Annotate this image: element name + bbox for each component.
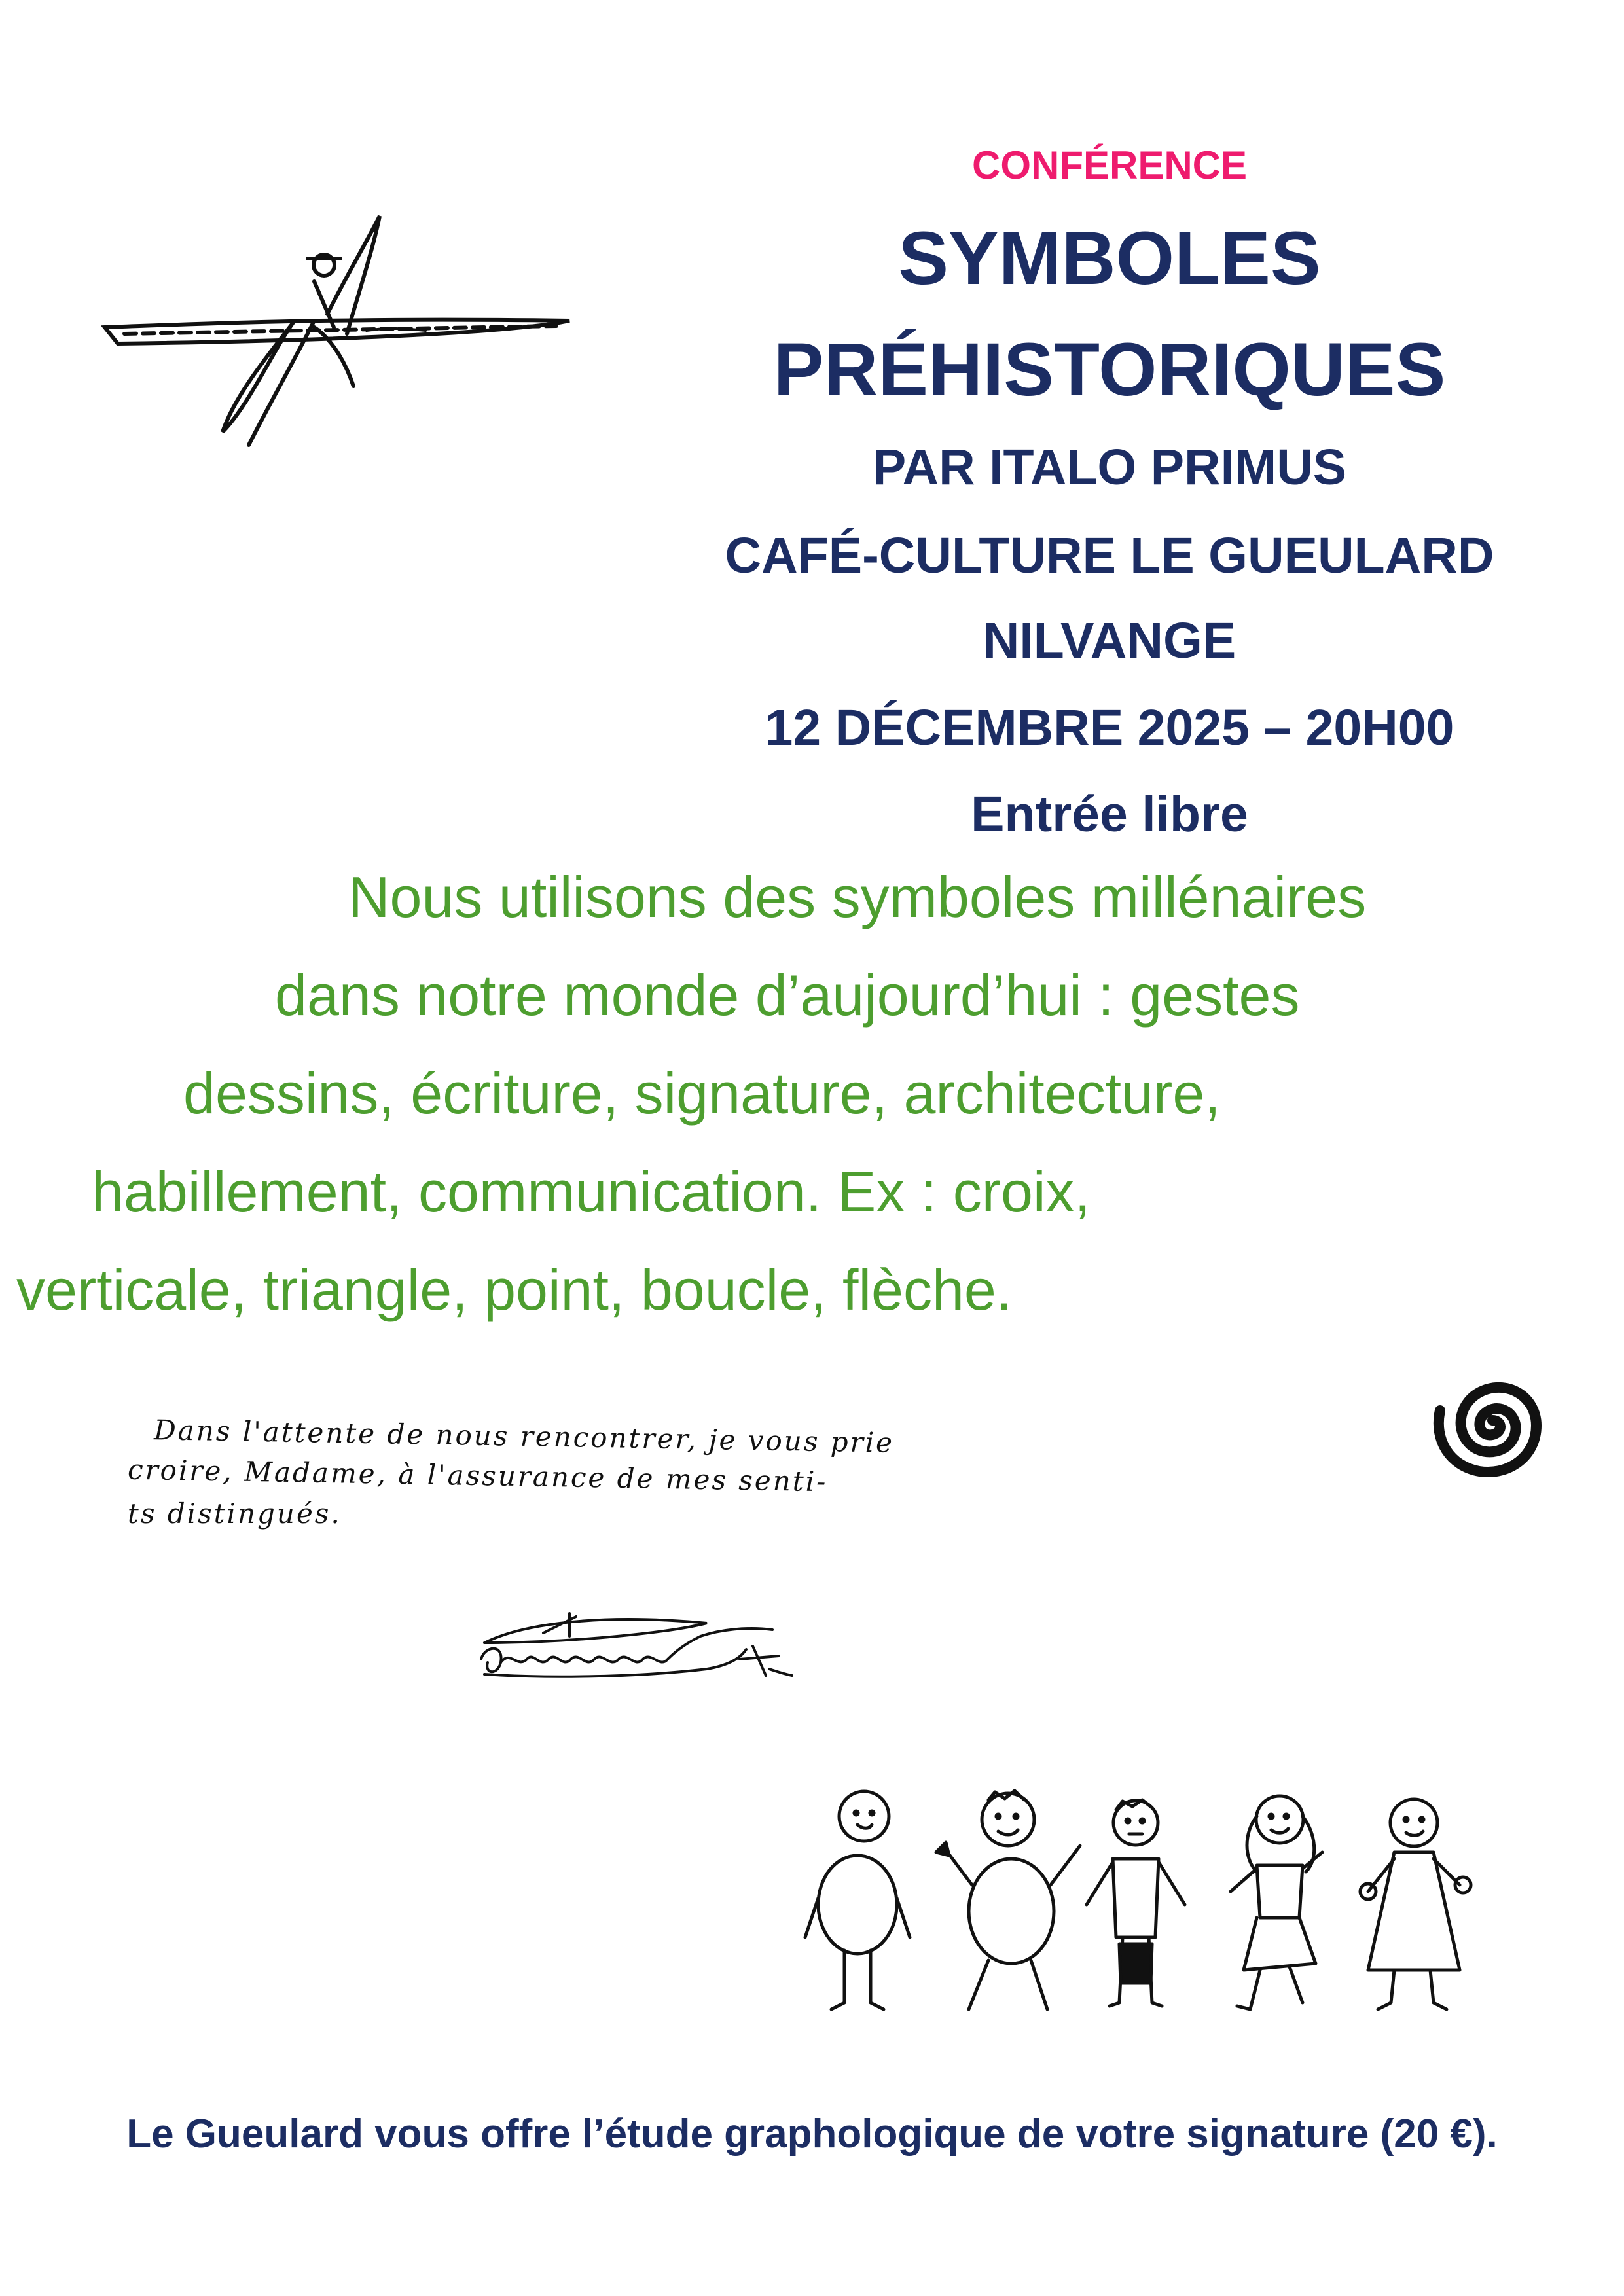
- kicker: CONFÉRENCE: [971, 143, 1248, 187]
- intro-line-5: verticale, triangle, point, boucle, flèche.: [16, 1257, 1013, 1322]
- speaker: PAR ITALO PRIMUS: [872, 439, 1347, 495]
- letter-line-3: ts distingués.: [128, 1498, 342, 1530]
- title-line-2: PRÉHISTORIQUES: [773, 328, 1446, 412]
- letter-line-1: Dans l'attente de nous rencontrer, je vous prie: [153, 1414, 895, 1459]
- intro-line-2: dans notre monde d’aujourd’hui : gestes: [275, 963, 1300, 1028]
- handwritten-signature-icon: [471, 1597, 864, 1702]
- children-drawing-icon: [799, 1787, 1492, 2029]
- letter-sample: [127, 1414, 1096, 1728]
- footer-note: Le Gueulard vous offre l’étude graphologique de votre signature (20 €).: [126, 2111, 1498, 2157]
- entry: Entrée libre: [971, 786, 1248, 842]
- venue: CAFÉ-CULTURE LE GUEULARD: [725, 528, 1494, 584]
- spiral-icon: [1424, 1355, 1561, 1486]
- intro-line-3: dessins, écriture, signature, architecture,: [183, 1061, 1221, 1126]
- intro-line-4: habillement, communication. Ex : croix,: [92, 1159, 1091, 1224]
- title-line-1: SYMBOLES: [898, 217, 1321, 300]
- town: NILVANGE: [983, 613, 1236, 669]
- signature-drawing-icon: [98, 209, 583, 458]
- intro-line-1: Nous utilisons des symboles millénaires: [348, 865, 1367, 929]
- letter-line-2: croire, Madame, à l'assurance de mes senti-: [127, 1453, 828, 1498]
- date-time: 12 DÉCEMBRE 2025 – 20H00: [765, 700, 1454, 756]
